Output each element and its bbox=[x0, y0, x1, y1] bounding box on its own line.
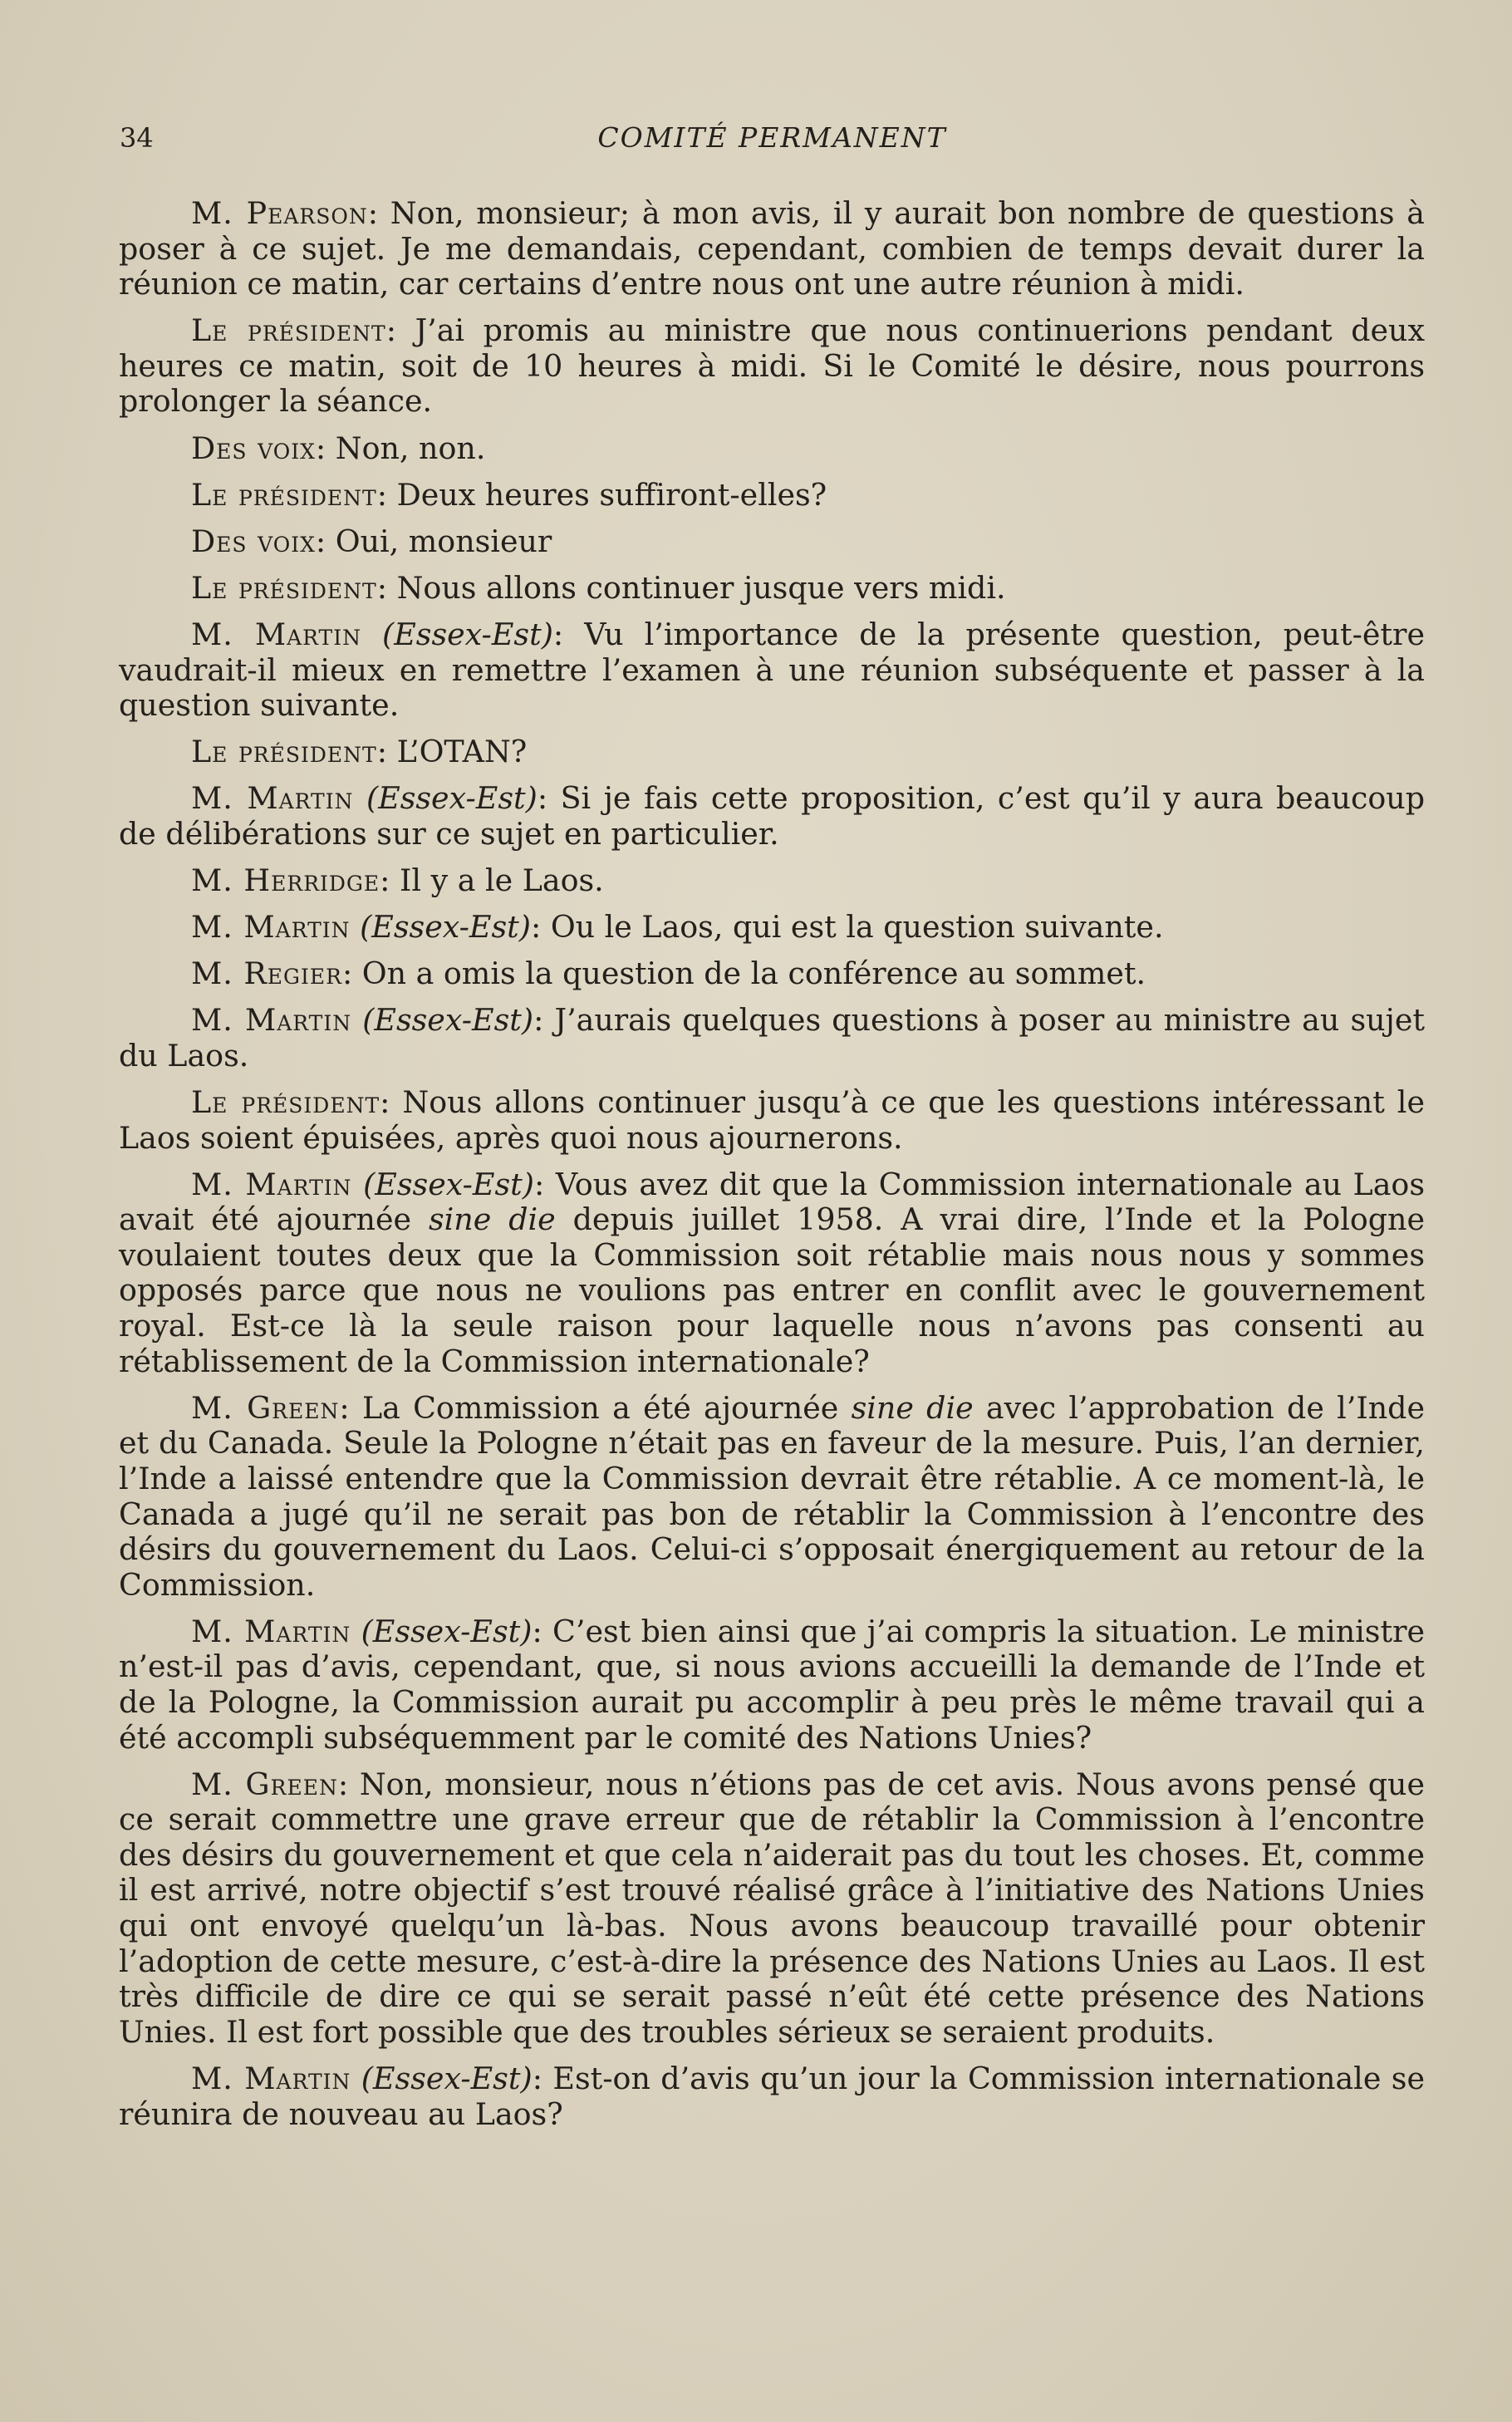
speaker-riding: (Essex-Est) bbox=[351, 2060, 533, 2096]
speech-text: Vous avez dit que la Commission internationale au Laos avait été ajournée sine die depuis juillet 1958. A vrai dire, l’Inde et la Pologne voulaient toutes deux que la Commission soit rétablie mais nous nous y sommes opposés parce que nous ne voulions pas entrer en conflit avec le gouvernement royal. Est-ce là la seule raison pour laquelle nous n’avons pas consenti au rétablissement de la Commission internationale? bbox=[119, 1166, 1426, 1379]
speaker-riding: (Essex-Est) bbox=[353, 780, 538, 817]
speaker-riding: (Essex-Est) bbox=[361, 616, 553, 652]
speaker-name: M. Pearson bbox=[191, 195, 368, 231]
transcript-paragraph bbox=[119, 478, 1425, 513]
speaker-name: M. Martin bbox=[191, 1613, 351, 1649]
transcript-paragraph bbox=[119, 571, 1425, 607]
speaker-riding: (Essex-Est) bbox=[351, 1002, 534, 1039]
speaker-name: M. Martin bbox=[191, 1166, 352, 1202]
speaker-separator: : bbox=[531, 909, 551, 946]
speech-text: Vu l’importance de la présente question, peut-être vaudrait-il mieux en remettre l’examen à une réunion subséquente et passer à la question suivante. bbox=[119, 616, 1425, 724]
speaker-name: Le président bbox=[191, 476, 377, 513]
speaker-separator: : bbox=[537, 780, 561, 817]
speaker-separator: : bbox=[337, 1766, 360, 1802]
speaker-name: Des voix bbox=[191, 523, 316, 559]
speaker-separator: : bbox=[339, 1389, 362, 1426]
speaker-name: M. Green bbox=[191, 1766, 338, 1802]
speech-text: Il y a le Laos. bbox=[400, 862, 604, 898]
speech-text: J’aurais quelques questions à poser au ministre au sujet du Laos. bbox=[119, 1002, 1425, 1073]
transcript-paragraph bbox=[119, 524, 1425, 560]
transcript-paragraph bbox=[119, 2061, 1425, 2132]
speech-text: C’est bien ainsi que j’ai compris la situation. Le ministre n’est-il pas d’avis, cependant, que, si nous avions accueilli la demande de l’Inde et de la Pologne, la Commission aurait pu accomplir à peu près le même travail qui a été accompli subséquemment par le comité des Nations Unies? bbox=[119, 1613, 1426, 1756]
transcript-paragraph bbox=[119, 313, 1425, 420]
speech-text: L’OTAN? bbox=[396, 734, 528, 770]
transcript-paragraph bbox=[119, 910, 1425, 946]
speech-text: Deux heures suffiront-elles? bbox=[396, 476, 827, 513]
speech-text: Est-on d’avis qu’un jour la Commission internationale se réunira de nouveau au Laos? bbox=[119, 2060, 1425, 2132]
speaker-separator: : bbox=[532, 2060, 553, 2096]
transcript-paragraph bbox=[119, 1767, 1425, 2051]
speaker-separator: : bbox=[367, 195, 390, 231]
speech-text: J’ai promis au ministre que nous continuerions pendant deux heures ce matin, soit de 10 heures à midi. Si le Comité le désire, nous pourrons prolonger la séance. bbox=[119, 312, 1425, 420]
speech-text: Ou le Laos, qui est la question suivante. bbox=[550, 909, 1164, 946]
page-number: 34 bbox=[120, 122, 154, 154]
speech-text: Si je fais cette proposition, c’est qu’il y aura beaucoup de délibérations sur ce sujet en particulier. bbox=[119, 780, 1425, 852]
speaker-separator: : bbox=[380, 862, 400, 898]
speaker-name: M. Martin bbox=[191, 909, 351, 946]
speaker-name: M. Martin bbox=[191, 616, 361, 652]
speaker-name: Le président bbox=[191, 312, 386, 349]
speech-text: Nous allons continuer jusqu’à ce que les questions intéressant le Laos soient épuisées, après quoi nous ajournerons. bbox=[119, 1083, 1425, 1156]
speaker-riding: (Essex-Est) bbox=[351, 1613, 533, 1649]
speech-text: Non, monsieur, nous n’étions pas de cet avis. Nous avons pensé que ce serait commettre une grave erreur que de rétablir la Commission à l’encontre des désirs du gouvernement et que cela n’aiderait pas du tout les choses. Et, comme il est arrivé, notre objectif s’est trouvé réalisé grâce à l’initiative des Nations Unies qui ont envoyé quelqu’un là-bas. Nous avons beaucoup travaillé pour obtenir l’adoption de cette mesure, c’est-à-dire la présence des Nations Unies au Laos. Il est très difficile de dire ce qui se serait passé n’eût été cette présence des Nations Unies. Il est fort possible que des troubles sérieux se seraient produits. bbox=[119, 1766, 1426, 2050]
speech-text: On a omis la question de la conférence au sommet. bbox=[361, 956, 1146, 992]
speaker-separator: : bbox=[532, 1613, 553, 1649]
latin-phrase: sine die bbox=[851, 1389, 974, 1426]
transcript-paragraph bbox=[119, 781, 1425, 852]
transcript-body bbox=[119, 196, 1425, 2144]
speaker-separator: : bbox=[376, 569, 397, 606]
speaker-name: M. Regier bbox=[191, 956, 342, 992]
speech-text: Oui, monsieur bbox=[335, 523, 552, 559]
transcript-paragraph bbox=[119, 1167, 1425, 1380]
transcript-paragraph bbox=[119, 1614, 1425, 1756]
speaker-name: M. Martin bbox=[191, 1002, 352, 1039]
speaker-separator: : bbox=[534, 1166, 556, 1202]
speech-text: Non, non. bbox=[335, 430, 486, 466]
page-header bbox=[118, 121, 1426, 163]
transcript-paragraph bbox=[119, 431, 1425, 467]
speaker-name: Le président bbox=[191, 569, 377, 606]
transcript-paragraph bbox=[119, 956, 1425, 992]
speaker-separator: : bbox=[315, 430, 336, 466]
transcript-paragraph bbox=[119, 1003, 1425, 1073]
transcript-paragraph bbox=[119, 1085, 1425, 1156]
speaker-separator: : bbox=[533, 1002, 555, 1039]
speaker-name: M. Green bbox=[191, 1389, 340, 1426]
speaker-separator: : bbox=[552, 616, 585, 652]
speaker-name: Le président bbox=[191, 1083, 380, 1120]
speaker-name: Le président bbox=[191, 734, 377, 770]
transcript-paragraph bbox=[119, 734, 1425, 770]
latin-phrase: sine die bbox=[428, 1201, 556, 1238]
speaker-separator: : bbox=[376, 734, 397, 770]
speaker-separator: : bbox=[315, 523, 336, 559]
speech-text: Non, monsieur; à mon avis, il y aurait bon nombre de questions à poser à ce sujet. Je me demandais, cependant, combien de temps devait durer la réunion ce matin, car certains d’entre nous ont une autre réunion à midi. bbox=[119, 195, 1426, 302]
speaker-name: M. Martin bbox=[191, 2060, 351, 2096]
running-title: COMITÉ PERMANENT bbox=[597, 121, 947, 154]
speaker-separator: : bbox=[341, 956, 362, 992]
transcript-paragraph bbox=[119, 196, 1425, 302]
speaker-riding: (Essex-Est) bbox=[350, 909, 531, 946]
transcript-paragraph bbox=[119, 863, 1425, 899]
speaker-name: M. Herridge bbox=[191, 862, 380, 898]
speech-text: Nous allons continuer jusque vers midi. bbox=[396, 569, 1006, 606]
speaker-separator: : bbox=[385, 312, 415, 349]
speaker-separator: : bbox=[380, 1083, 403, 1120]
transcript-paragraph bbox=[119, 1391, 1425, 1604]
speaker-name: Des voix bbox=[191, 430, 316, 466]
speaker-separator: : bbox=[376, 476, 397, 513]
transcript-paragraph bbox=[119, 617, 1425, 724]
speaker-riding: (Essex-Est) bbox=[351, 1166, 534, 1202]
speech-text: La Commission a été ajournée sine die avec l’approbation de l’Inde et du Canada. Seule la Pologne n’était pas en faveur de la mesure. Puis, l’an dernier, l’Inde a laissé entendre que la Commission devrait être rétablie. A ce moment-là, le Canada a jugé qu’il ne serait pas bon de rétablir la Commission à l’encontre des désirs du gouvernement du Laos. Celui-ci s’opposait énergiquement au retour de la Commission. bbox=[119, 1389, 1426, 1603]
speaker-name: M. Martin bbox=[191, 780, 354, 817]
